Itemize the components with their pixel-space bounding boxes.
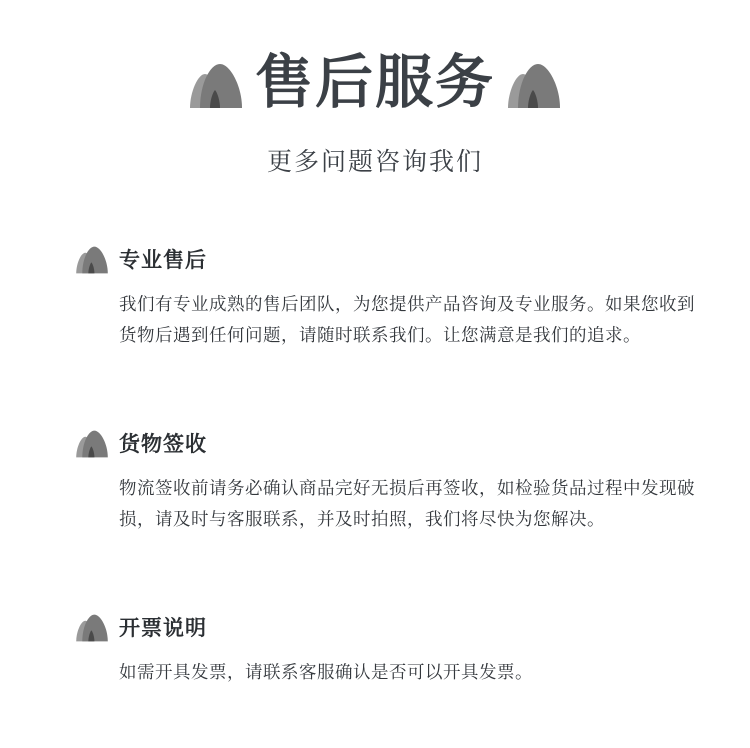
- page-title: 售后服务: [254, 48, 495, 116]
- mountain-icon: [75, 429, 109, 459]
- section-header: [75, 608, 695, 648]
- mountain-icon: [75, 613, 109, 643]
- section-body: 如需开具发票，请联系客服确认是否可以开具发票。: [119, 663, 533, 683]
- section-title: 专业售后: [119, 248, 207, 272]
- section-invoice: [75, 608, 695, 689]
- section-delivery: [75, 424, 695, 536]
- mountain-icon: [506, 62, 562, 110]
- section-header: [75, 424, 695, 464]
- section-header: [75, 240, 695, 280]
- mountain-icon: [75, 245, 109, 275]
- page-subtitle: 更多问题咨询我们: [266, 147, 483, 176]
- section-title: 货物签收: [119, 432, 207, 456]
- section-body: 我们有专业成熟的售后团队，为您提供产品咨询及专业服务。如果您收到货物后遇到任何问题，请随时联系我们。让您满意是我们的追求。: [119, 295, 695, 346]
- section-after-sales: [75, 240, 695, 352]
- header: [0, 46, 750, 126]
- section-title: 开票说明: [119, 616, 207, 640]
- section-body: 物流签收前请务必确认商品完好无损后再签收，如检验货品过程中发现破损，请及时与客服联系，并及时拍照，我们将尽快为您解决。: [119, 479, 695, 530]
